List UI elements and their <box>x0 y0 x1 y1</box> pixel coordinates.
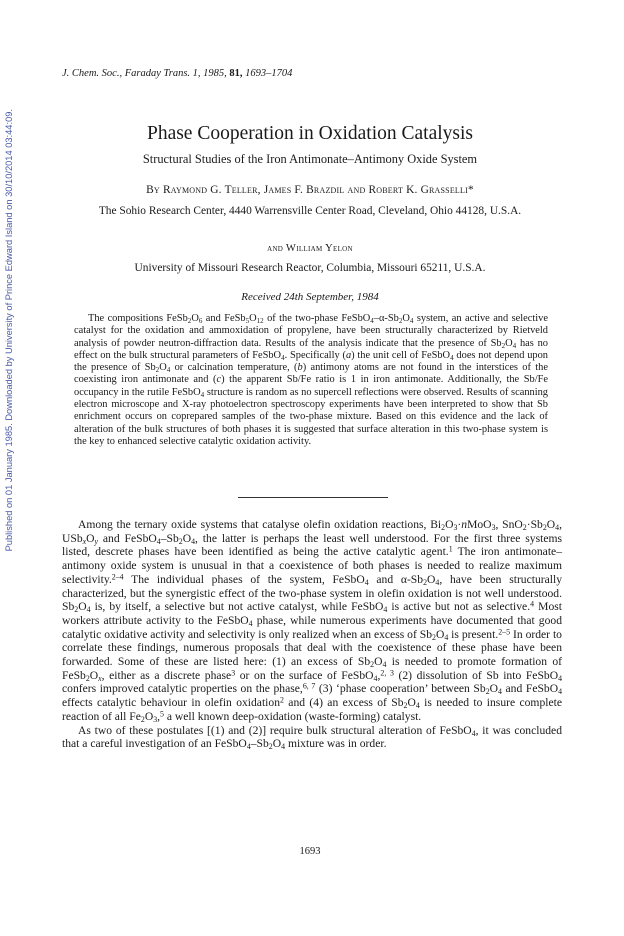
page-number: 1693 <box>299 846 321 857</box>
received-date: Received 24th September, 1984 <box>241 291 379 303</box>
journal-name: J. Chem. Soc., Faraday Trans. 1, <box>62 68 201 79</box>
journal-volume: 81, <box>229 68 243 79</box>
author-list: By Raymond G. Teller, James F. Brazdil and Robert K. Grasselli* <box>146 184 474 196</box>
abstract: The compositions $FeSb_2O_6$ and $FeSb_5O_{12}$ of the two-phase $FeSbO_4-\alpha-Sb_2O_4$ system, an active and selective catalyst for the oxidation and ammoxidation of propylene, have been structurally characterized by Rietveld analysis of powder neutron-diffraction data. Results of the analysis indicate that the presence of $Sb_2O_4$ has no effect on the bulk structural parameters of FeSbO$_4$. Specifically (a) the unit cell of FeSbO$_4$ does not depend upon the presence of $Sb_2O_4$ or calcination temperature, (b) antimony atoms are not found in the interstices of the coexisting iron antimonate and (c) the apparent Sb/Fe ratio is 1 in iron antimonate. Additionally, the Sb/Fe occupancy in the rutile FeSbO$_4$ structure is random as no supercell reflections were observed. Results of scanning electron microscope and X-ray photoelectron spectroscopy experiments have been interpreted to show that Sb enrichment occurs on coprepared samples of the two-phase mixture. Based on this evidence and the lack of alteration of the bulk structures of both phases it is suggested that surface alteration in this two-phase system is the key to enhanced selective catalytic oxidation activity. <box>74 313 548 447</box>
paragraph: Among the ternary oxide systems that catalyse olefin oxidation reactions, $Bi_2O_3\cdot nMoO_3$, $SnO_2\cdot Sb_2O_4$, $USb_xO_y$ and $FeSbO_4-Sb_2O_4$, the latter is perhaps the least well understood. For the first three systems listed, descrete phases have been identified as being the active catalytic agent.$^1$ The iron antimonate–antimony oxide system is unusual in that a coexistence of both phases is needed to realize maximum selectivity.$^{2-4}$ The individual phases of the system, FeSbO$_4$ and $\alpha-Sb_2O_4$, have been structurally characterized, but the synergistic effect of the two-phase system in olefin oxidation is not well understood. $Sb_2O_4$ is, by itself, a selective but not active catalyst, while FeSbO$_4$ is active but not as selective.$^4$ Most workers attribute activity to the FeSbO$_4$ phase, while numerous experiments have documented that good catalytic oxidative activity and selectivity is only realized when an excess of $Sb_2O_4$ is present.$^{2-5}$ In order to correlate these findings, numerous proposals that deal with the coexistence of these phase have been forwarded. Some of these are listed here: (1) an excess of $Sb_2O_4$ is needed to promote formation of $FeSb_2O_x$, either as a discrete phase$^3$ or on the surface of FeSbO$_4$,$^{2, 3}$ (2) dissolution of Sb into FeSbO$_4$ confers improved catalytic properties on the phase,$^{6, 7}$ (3) ‘phase cooperation’ between $Sb_2O_4$ and FeSbO$_4$ effects catalytic behaviour in olefin oxidation$^2$ and (4) an excess of $Sb_2O_4$ is needed to insure complete reaction of all $Fe_2O_3,^5$ a well known deep-oxidation (waste-forming) catalyst. <box>62 518 563 725</box>
journal-citation <box>62 68 292 79</box>
journal-year: 1985, <box>203 68 227 79</box>
section-divider <box>238 497 388 498</box>
paragraph: As two of these postulates [(1) and (2)] require bulk structural alteration of FeSbO$_4$, it was concluded that a careful investigation of an $FeSbO_4-Sb_2O_4$ mixture was in order. <box>62 723 562 752</box>
affiliation-missouri: University of Missouri Research Reactor, Columbia, Missouri 65211, U.S.A. <box>134 262 486 274</box>
affiliation-sohio: The Sohio Research Center, 4440 Warrensville Center Road, Cleveland, Ohio 44128, U.S.A. <box>98 205 522 217</box>
body-text <box>62 518 562 751</box>
download-stamp: Published on 01 January 1985. Downloaded by University of Prince Edward Island on 30/10/2014 03:44:09. <box>4 108 14 552</box>
journal-pages: 1693–1704 <box>245 68 293 79</box>
article-subtitle: Structural Studies of the Iron Antimonate–Antimony Oxide System <box>142 152 478 166</box>
article-title: Phase Cooperation in Oxidation Catalysis <box>146 123 474 144</box>
additional-author: and William Yelon <box>267 243 353 254</box>
